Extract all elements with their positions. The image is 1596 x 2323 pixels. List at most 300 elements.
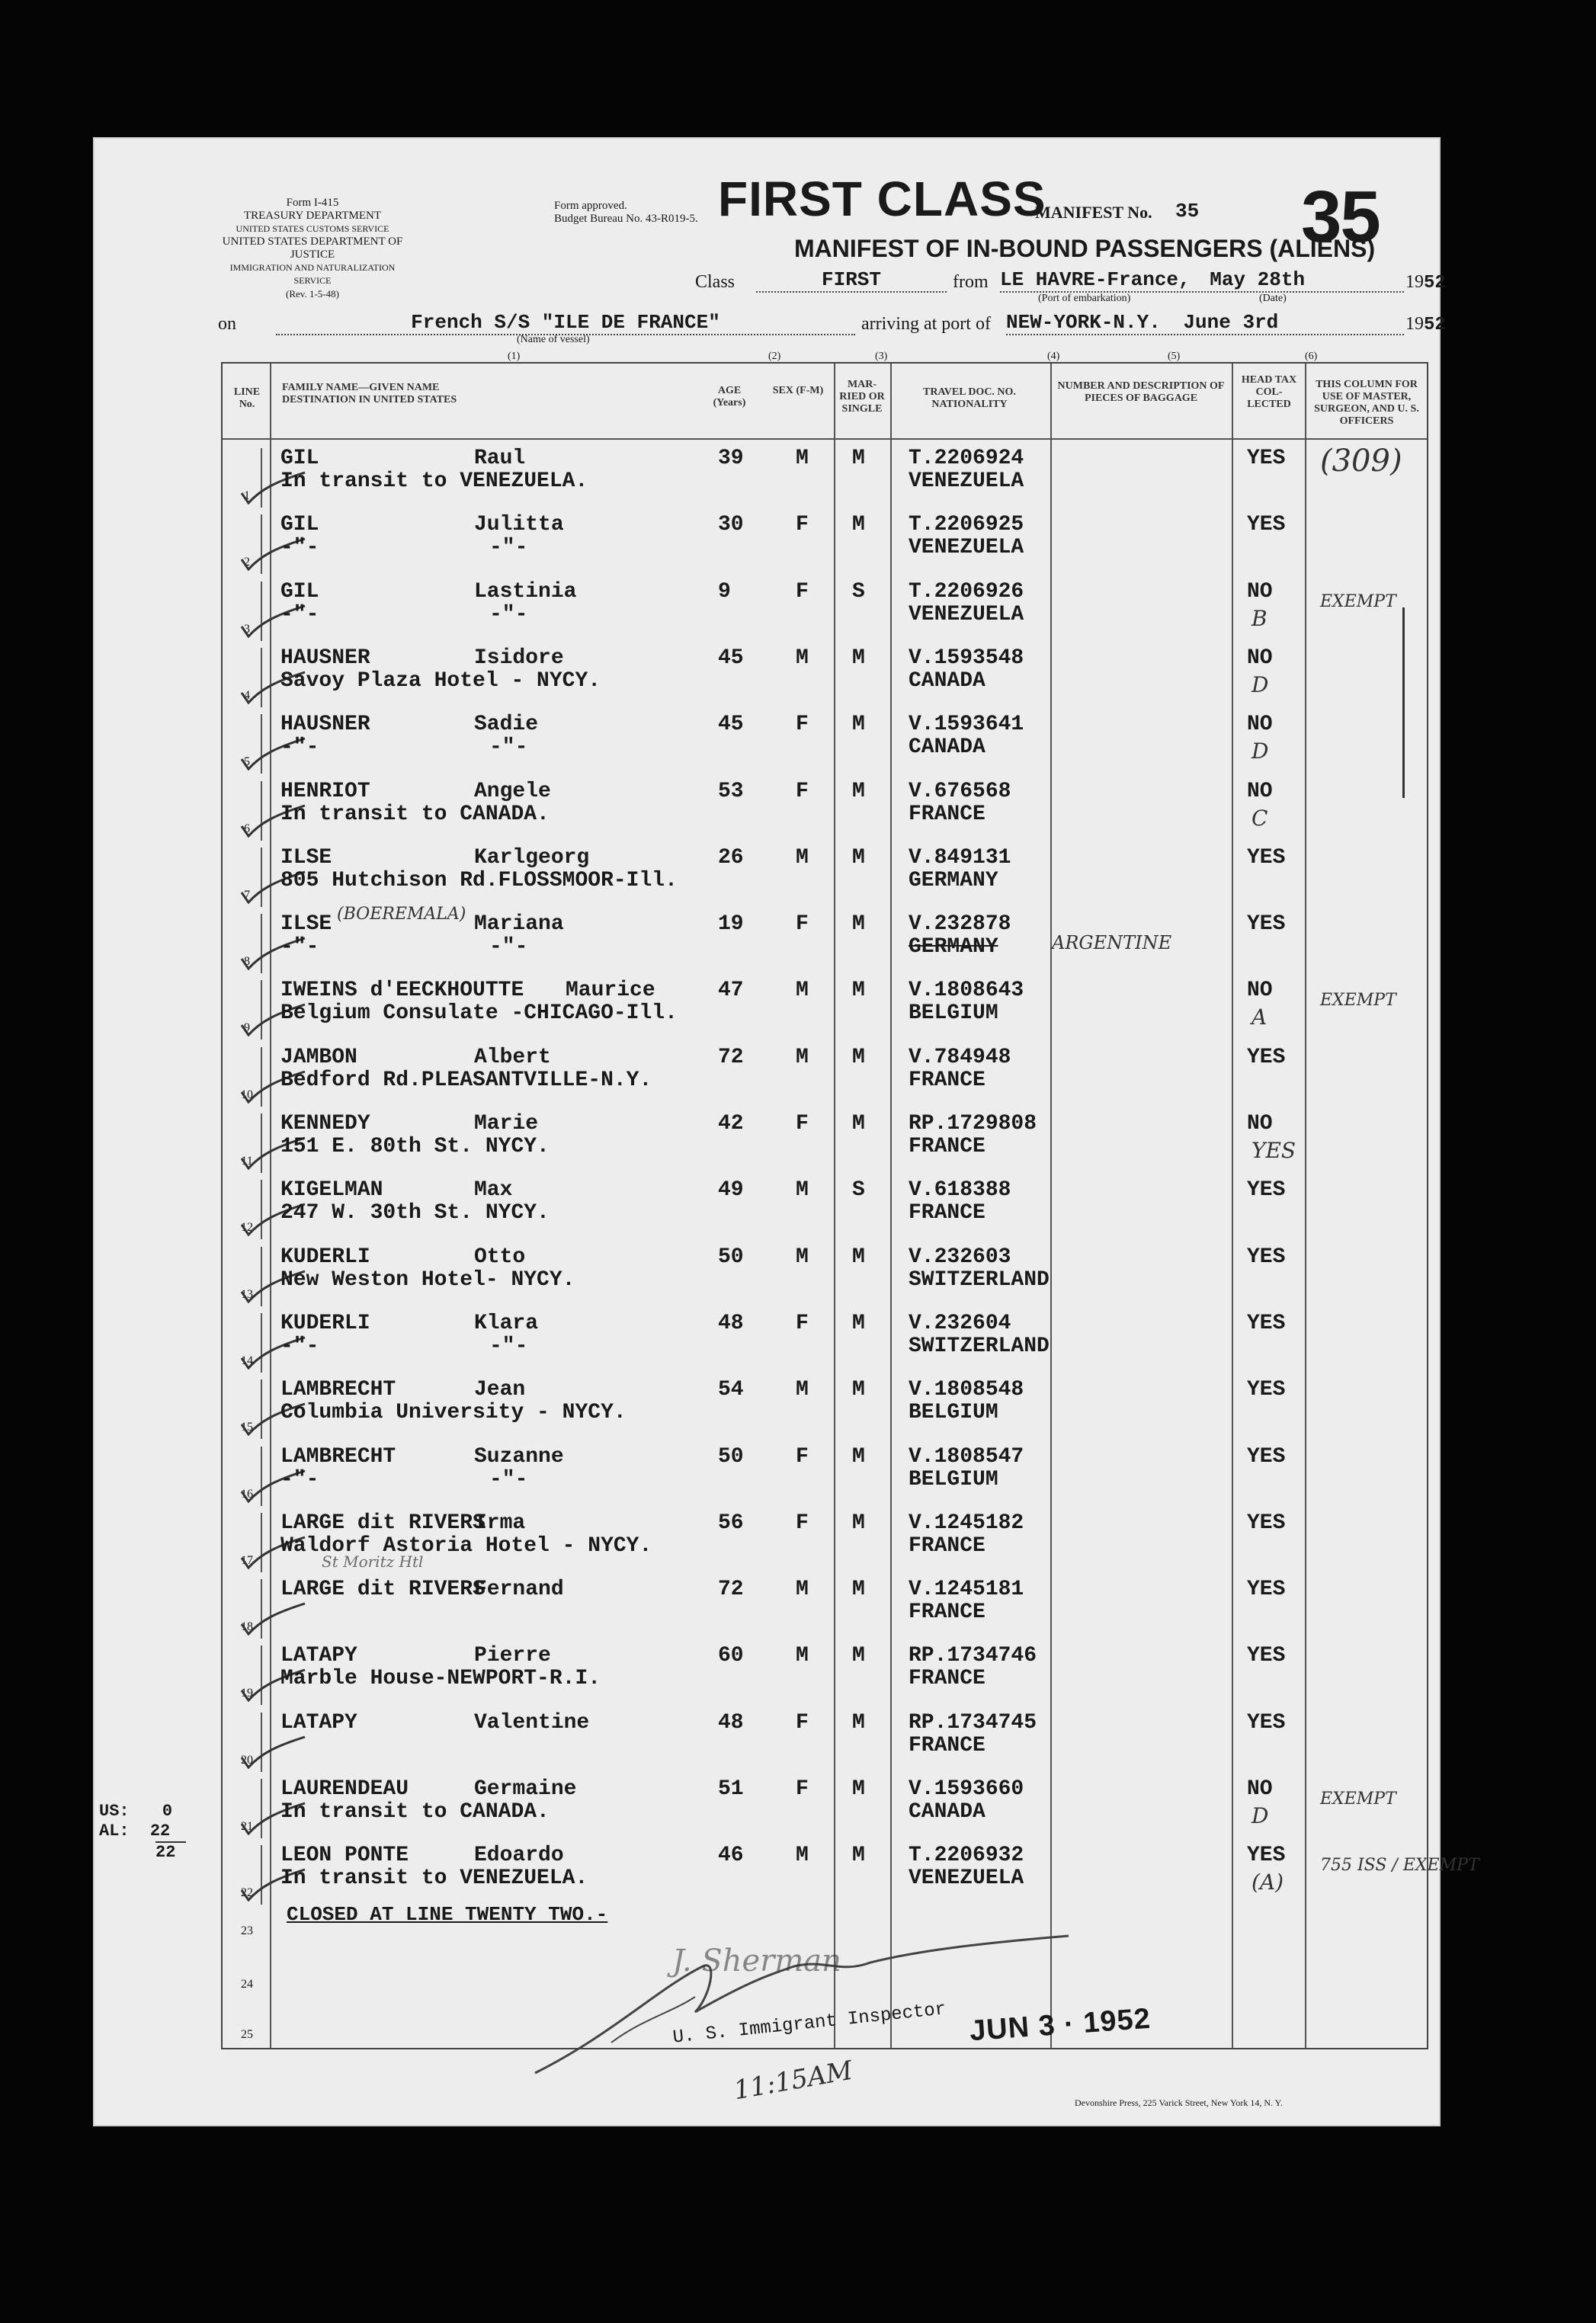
tally-total: [155, 1841, 186, 1863]
table-row: [223, 976, 1427, 1042]
age: 47: [718, 979, 744, 1003]
destination: In transit to CANADA.: [280, 802, 550, 826]
head-tax-note: D: [1251, 739, 1269, 764]
nationality: FRANCE: [909, 1135, 985, 1158]
family-name: GIL: [280, 513, 319, 537]
sex: M: [796, 979, 809, 1003]
head-tax: YES: [1247, 1444, 1286, 1469]
sex: M: [796, 646, 809, 670]
age: 9: [718, 579, 731, 604]
age: 51: [718, 1777, 744, 1801]
line-number: 7: [244, 888, 250, 902]
given-name: Karlgeorg: [474, 845, 590, 870]
vessel-name: French S/S "ILE DE FRANCE": [276, 311, 855, 335]
dept-justice: UNITED STATES DEPARTMENT OF JUSTICE: [222, 236, 403, 261]
age: 45: [718, 646, 744, 670]
nationality: FRANCE: [909, 1533, 985, 1558]
head-tax: NO: [1247, 579, 1273, 604]
destination: In transit to CANADA.: [280, 1800, 550, 1824]
family-name: LAMBRECHT: [280, 1444, 396, 1469]
marital-status: M: [852, 713, 865, 737]
age: 19: [718, 912, 744, 937]
col-header-line: LINE No.: [233, 386, 261, 410]
header-divider: [223, 438, 1427, 440]
sex: F: [796, 513, 809, 537]
family-name: LAURENDEAU: [280, 1777, 409, 1801]
table-row: [223, 1841, 1479, 1907]
line-number: 18: [241, 1620, 253, 1634]
date-stamp: JUN 3 · 1952: [968, 2002, 1152, 2048]
exempt-bracket-line: [1402, 607, 1405, 798]
form-approved: Form approved.: [554, 200, 627, 212]
head-tax-note: C: [1251, 805, 1268, 831]
sex: F: [796, 779, 809, 803]
inspector-label: U. S. Immigrant Inspector: [671, 1999, 947, 2049]
officer-note: EXEMPT: [1320, 1790, 1396, 1809]
given-name-ditto: -"-: [489, 602, 528, 626]
table-row: [223, 1043, 1427, 1109]
table-row: [223, 1442, 1427, 1508]
travel-doc-number: V.232603: [909, 1245, 1011, 1269]
nationality: VENEZUELA: [909, 602, 1024, 626]
vessel-caption: (Name of vessel): [517, 334, 590, 345]
sex: M: [796, 447, 809, 470]
given-name-ditto: -"-: [489, 935, 528, 960]
revision: (Rev. 1-5-48): [286, 288, 339, 300]
line-number: 2: [244, 556, 250, 569]
col-header-headtax: HEAD TAX COL-LECTED: [1241, 374, 1297, 410]
line-number: 1: [244, 489, 250, 502]
head-tax: NO: [1247, 779, 1273, 803]
nationality: FRANCE: [909, 1600, 985, 1625]
family-name: KIGELMAN: [280, 1178, 383, 1203]
head-tax-note: A: [1251, 1004, 1268, 1030]
line-number: 9: [244, 1021, 250, 1035]
budget-bureau: Budget Bureau No. 43-R019-5.: [554, 213, 698, 225]
marital-status: M: [852, 779, 865, 803]
arrival-port-and-date: [1006, 311, 1404, 335]
nationality: SWITZERLAND: [909, 1334, 1050, 1358]
head-tax: NO: [1247, 646, 1273, 670]
sex: M: [796, 1178, 809, 1203]
officer-note: (309): [1320, 444, 1402, 479]
destination: Waldorf Astoria Hotel - NYCY.: [280, 1533, 652, 1558]
marital-status: M: [852, 513, 865, 537]
age: 56: [718, 1511, 744, 1535]
line-number: 8: [244, 955, 250, 969]
destination: 247 W. 30th St. NYCY.: [280, 1201, 550, 1226]
sex: F: [796, 1112, 809, 1136]
table-row: [223, 577, 1427, 643]
marital-status: S: [852, 1178, 865, 1203]
arrival-port: NEW-YORK-N.Y.: [1006, 311, 1161, 334]
col-num-3: (3): [875, 351, 888, 362]
arrival-year-suffix: 52: [1424, 315, 1446, 335]
line-number: 25: [241, 2028, 253, 2041]
family-name: ILSE: [280, 912, 332, 937]
nationality: CANADA: [909, 735, 985, 760]
given-name: Max: [474, 1178, 513, 1203]
age: 39: [718, 447, 744, 470]
line-number: 5: [244, 755, 250, 769]
head-tax: YES: [1247, 1378, 1286, 1402]
travel-doc-number: T.2206926: [909, 579, 1024, 604]
form-header-left: [221, 197, 404, 300]
marital-status: M: [852, 1444, 865, 1469]
destination: -"-: [280, 536, 319, 560]
col-header-travel: TRAVEL DOC. NO. NATIONALITY: [923, 386, 1016, 410]
age: 72: [718, 1578, 744, 1602]
head-tax: YES: [1247, 1644, 1286, 1668]
destination-note: St Moritz Htl: [322, 1552, 424, 1571]
age: 45: [718, 713, 744, 737]
nationality: GERMANY: [909, 935, 998, 960]
family-name-note: (BOEREMALA): [337, 905, 466, 924]
sex: M: [796, 1578, 809, 1602]
line-number: 3: [244, 622, 250, 636]
marital-status: M: [852, 912, 865, 937]
destination: New Weston Hotel- NYCY.: [280, 1267, 575, 1292]
signature-text: J. Sherman: [672, 1943, 841, 1979]
head-tax: YES: [1247, 1178, 1286, 1203]
col-header-name: FAMILY NAME—GIVEN NAME DESTINATION IN UNITED STATES: [282, 382, 457, 405]
embark-port: LE HAVRE-France,: [1000, 268, 1191, 291]
marital-status: M: [852, 1511, 865, 1535]
arrival-date: June 3rd: [1183, 311, 1279, 334]
officer-note: EXEMPT: [1320, 991, 1396, 1011]
col-header-sex: SEX (F-M): [772, 385, 824, 396]
table-row: [223, 1109, 1427, 1175]
col-num-4: (4): [1047, 351, 1060, 362]
printer-imprint: Devonshire Press, 225 Varick Street, New York 14, N. Y.: [1075, 2097, 1283, 2108]
destination: -"-: [280, 735, 319, 760]
embark-date: May 28th: [1210, 268, 1306, 291]
nationality: GERMANY: [909, 868, 998, 892]
sex: M: [796, 845, 809, 870]
col-header-baggage: NUMBER AND DESCRIPTION OF PIECES OF BAGGAGE: [1057, 380, 1225, 404]
form-approval: [554, 200, 698, 226]
given-name: Maurice: [566, 979, 655, 1003]
family-name: IWEINS d'EECKHOUTTE: [280, 979, 524, 1003]
travel-doc-number: RP.1734745: [909, 1710, 1037, 1735]
line-number: 21: [241, 1820, 253, 1833]
family-name: KUDERLI: [280, 1311, 370, 1335]
travel-doc-number: V.849131: [909, 845, 1011, 870]
given-name: Suzanne: [474, 1444, 564, 1469]
sex: M: [796, 1045, 809, 1069]
head-tax: YES: [1247, 513, 1286, 537]
sex: M: [796, 1378, 809, 1402]
from-label: from: [953, 272, 989, 292]
travel-doc-number: V.618388: [909, 1178, 1011, 1203]
line-number: 23: [241, 1924, 253, 1937]
head-tax-note: (A): [1251, 1870, 1284, 1895]
travel-doc-number: V.1593548: [909, 646, 1024, 670]
head-tax: YES: [1247, 1844, 1286, 1868]
col-num-1: (1): [508, 351, 521, 362]
nationality: SWITZERLAND: [909, 1267, 1050, 1292]
given-name: Sadie: [474, 713, 539, 737]
table-row: [223, 1309, 1427, 1375]
table-row: [223, 1508, 1427, 1575]
sex: F: [796, 912, 809, 937]
sex: M: [796, 1644, 809, 1668]
sex: F: [796, 1444, 809, 1469]
travel-doc-number: V.1593660: [909, 1777, 1024, 1801]
family-name: LATAPY: [280, 1644, 357, 1668]
table-row: [223, 777, 1427, 843]
manifest-table: [221, 362, 1479, 2049]
arrival-year-prefix: 19: [1405, 314, 1424, 334]
head-tax-note: D: [1251, 1803, 1269, 1828]
head-tax: YES: [1247, 1710, 1286, 1735]
head-tax: YES: [1247, 1045, 1286, 1069]
table-row: [223, 905, 1427, 976]
table-row: [223, 843, 1427, 909]
marital-status: M: [852, 979, 865, 1003]
table-row: [223, 444, 1427, 510]
given-name: Raul: [474, 447, 526, 470]
head-tax: NO: [1247, 713, 1273, 737]
head-tax: YES: [1247, 1578, 1286, 1602]
family-name: LATAPY: [280, 1710, 357, 1735]
marital-status: M: [852, 1844, 865, 1868]
destination: -"-: [280, 935, 319, 960]
al-count: [99, 1822, 186, 1841]
destination: -"-: [280, 1467, 319, 1492]
given-name: Albert: [474, 1045, 551, 1069]
port-embark-caption: (Port of embarkation): [1038, 293, 1131, 304]
class-banner: FIRST CLASS: [718, 171, 1046, 226]
head-tax: YES: [1247, 1311, 1286, 1335]
travel-doc-number: V.784948: [909, 1045, 1011, 1069]
destination: -"-: [280, 602, 319, 626]
travel-doc-number: V.1245181: [909, 1578, 1024, 1602]
destination: Bedford Rd.PLEASANTVILLE-N.Y.: [280, 1068, 652, 1092]
line-number: 20: [241, 1753, 253, 1767]
nationality: FRANCE: [909, 1733, 985, 1757]
given-name: Jean: [474, 1378, 526, 1402]
family-name: LEON PONTE: [280, 1844, 409, 1868]
sex: M: [796, 1844, 809, 1868]
line-number: 12: [241, 1221, 253, 1235]
head-tax: YES: [1247, 447, 1286, 470]
marital-status: M: [852, 1245, 865, 1269]
closed-at-line-text: CLOSED AT LINE TWENTY TWO.-: [287, 1903, 608, 1926]
sex: F: [796, 713, 809, 737]
al-value: 22: [149, 1822, 171, 1841]
nationality: BELGIUM: [909, 1467, 998, 1492]
family-name: GIL: [280, 447, 319, 470]
age: 48: [718, 1311, 744, 1335]
travel-doc-number: V.232878: [909, 912, 1011, 937]
head-tax: YES: [1247, 1245, 1286, 1269]
age: 50: [718, 1245, 744, 1269]
head-tax: YES: [1247, 845, 1286, 870]
age: 42: [718, 1112, 744, 1136]
age: 26: [718, 845, 744, 870]
nationality: BELGIUM: [909, 1001, 998, 1026]
given-name: Otto: [474, 1245, 526, 1269]
us-label: US:: [99, 1802, 130, 1821]
family-name: ILSE: [280, 845, 332, 870]
age: 46: [718, 1844, 744, 1868]
given-name: Edoardo: [474, 1844, 564, 1868]
head-tax: YES: [1247, 1511, 1286, 1535]
family-name: KENNEDY: [280, 1112, 370, 1136]
line-number: 15: [241, 1421, 253, 1434]
travel-doc-number: T.2206932: [909, 1844, 1024, 1868]
given-name-ditto: -"-: [489, 1334, 528, 1358]
sex: F: [796, 1511, 809, 1535]
class-value: FIRST: [756, 268, 947, 293]
col-num-6: (6): [1305, 351, 1318, 362]
travel-doc-number: V.1808547: [909, 1444, 1024, 1469]
age: 60: [718, 1644, 744, 1668]
line-number: 19: [241, 1687, 253, 1700]
age: 49: [718, 1178, 744, 1203]
manifest-page: [93, 137, 1479, 2126]
col-header-married: MAR-RIED OR SINGLE: [839, 379, 885, 415]
col-header-age: AGE (Years): [713, 385, 746, 409]
col-header-officers: THIS COLUMN FOR USE OF MASTER, SURGEON, AND U. S. OFFICERS: [1314, 379, 1419, 427]
family-name: KUDERLI: [280, 1245, 370, 1269]
on-label: on: [218, 314, 236, 334]
given-name: Julitta: [474, 513, 564, 537]
travel-doc-number: RP.1729808: [909, 1112, 1037, 1136]
arrival-year: [1405, 314, 1446, 335]
given-name-ditto: -"-: [489, 735, 528, 760]
line-number: 6: [244, 822, 250, 835]
destination: -"-: [280, 1334, 319, 1358]
line-number: 11: [241, 1155, 253, 1168]
head-tax: NO: [1247, 1112, 1273, 1136]
sex: M: [796, 1245, 809, 1269]
age: 53: [718, 779, 744, 803]
marital-status: M: [852, 447, 865, 470]
head-tax-note: D: [1251, 671, 1269, 697]
arrival-time-note: 11:15AM: [731, 2055, 855, 2107]
age: 48: [718, 1710, 744, 1735]
line-number: 16: [241, 1487, 253, 1501]
table-row: [223, 1774, 1427, 1841]
table-row: [223, 1708, 1427, 1774]
marital-status: M: [852, 1710, 865, 1735]
table-row: [223, 1375, 1427, 1441]
family-name: HAUSNER: [280, 713, 370, 737]
table-row: [223, 510, 1427, 576]
family-name: LARGE dit RIVERS: [280, 1578, 486, 1602]
nationality: BELGIUM: [909, 1401, 998, 1425]
year-prefix: 19: [1405, 272, 1424, 292]
nationality: FRANCE: [909, 1068, 985, 1092]
family-name: JAMBON: [280, 1045, 357, 1069]
given-name: Germaine: [474, 1777, 577, 1801]
marital-status: M: [852, 1045, 865, 1069]
destination: Columbia University - NYCY.: [280, 1401, 627, 1425]
immigration-service: IMMIGRATION AND NATURALIZATION SERVICE: [229, 262, 396, 286]
table-row: [223, 710, 1427, 776]
sex: F: [796, 1710, 809, 1735]
line-number: 10: [241, 1088, 253, 1101]
marital-status: M: [852, 1644, 865, 1668]
given-name: Pierre: [474, 1644, 551, 1668]
line-number: 22: [241, 1886, 253, 1900]
age: 72: [718, 1045, 744, 1069]
head-tax-note: YES: [1251, 1138, 1296, 1163]
nationality: CANADA: [909, 1800, 985, 1824]
travel-doc-number: V.1808548: [909, 1378, 1024, 1402]
travel-doc-number: V.676568: [909, 779, 1011, 803]
given-name: Fernand: [474, 1578, 564, 1602]
head-tax-note: B: [1251, 605, 1268, 631]
sex: F: [796, 1777, 809, 1801]
nationality: CANADA: [909, 668, 985, 693]
marital-status: S: [852, 579, 865, 604]
given-name: Angele: [474, 779, 551, 803]
given-name: Valentine: [474, 1710, 590, 1735]
table-row: [223, 1175, 1427, 1242]
nationality: VENEZUELA: [909, 536, 1024, 560]
embark-year: [1405, 272, 1446, 293]
family-name: LAMBRECHT: [280, 1378, 396, 1402]
travel-doc-number: V.232604: [909, 1311, 1011, 1335]
table-row: [223, 1641, 1427, 1707]
nationality: VENEZUELA: [909, 469, 1024, 493]
destination: In transit to VENEZUELA.: [280, 1866, 588, 1891]
head-tax: NO: [1247, 1777, 1273, 1801]
al-label: AL:: [99, 1822, 130, 1841]
officer-note: 755 ISS / EXEMPT: [1320, 1856, 1479, 1876]
head-tax: YES: [1247, 912, 1286, 937]
family-name: HENRIOT: [280, 779, 370, 803]
travel-doc-number: T.2206924: [909, 447, 1024, 470]
table-row: [223, 643, 1427, 710]
destination: 151 E. 80th St. NYCY.: [280, 1135, 550, 1158]
manifest-title: MANIFEST OF IN-BOUND PASSENGERS (ALIENS): [794, 235, 1376, 262]
alien-tally: [99, 1802, 186, 1863]
table-row: [223, 1575, 1427, 1641]
marital-status: M: [852, 1578, 865, 1602]
given-name: Irma: [474, 1511, 526, 1535]
nationality: FRANCE: [909, 1201, 985, 1226]
age: 30: [718, 513, 744, 537]
destination: In transit to VENEZUELA.: [280, 469, 588, 493]
family-name: GIL: [280, 579, 319, 604]
nationality: VENEZUELA: [909, 1866, 1024, 1891]
travel-doc-number: RP.1734746: [909, 1644, 1037, 1668]
travel-doc-number: V.1245182: [909, 1511, 1024, 1535]
travel-doc-number: V.1593641: [909, 713, 1024, 737]
given-name-ditto: -"-: [489, 1467, 528, 1492]
marital-status: M: [852, 1777, 865, 1801]
col-num-2: (2): [768, 351, 781, 362]
sex: F: [796, 1311, 809, 1335]
marital-status: M: [852, 1378, 865, 1402]
marital-status: M: [852, 1112, 865, 1136]
destination: Belgium Consulate -CHICAGO-Ill.: [280, 1001, 678, 1026]
given-name: Isidore: [474, 646, 564, 670]
customs-service: UNITED STATES CUSTOMS SERVICE: [236, 223, 389, 234]
destination: Savoy Plaza Hotel - NYCY.: [280, 668, 601, 693]
head-tax: NO: [1247, 979, 1273, 1003]
nationality-correction: ARGENTINE: [1052, 932, 1172, 954]
sex: F: [796, 579, 809, 604]
manifest-label: MANIFEST No.: [1035, 203, 1152, 222]
age: 54: [718, 1378, 744, 1402]
given-name: Lastinia: [474, 579, 577, 604]
table-row: [223, 1242, 1427, 1309]
